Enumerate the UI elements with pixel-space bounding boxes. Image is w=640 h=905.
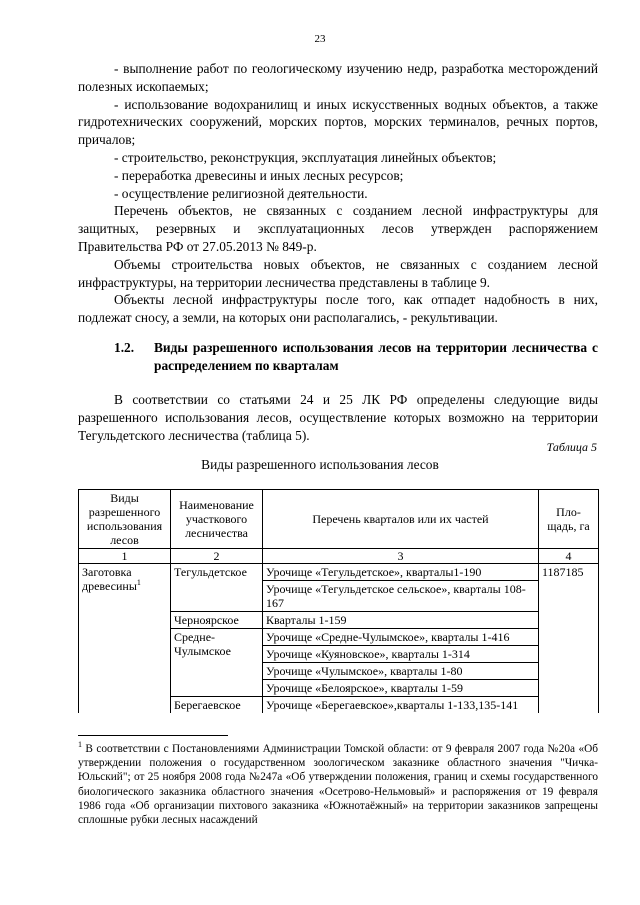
table-header-row	[79, 490, 599, 549]
tract-cell: Урочище «Чулымское», кварталы 1-80	[263, 663, 539, 680]
footnote-text: В соответствии с Постановлениями Администрации Томской области: от 9 февраля 2007 года №20а «Об утверждении положения о государственном зоологическом заказнике областного значения "Чичка-Юльский"; от 25 ноября 2008 года №247а «Об утверждении положения, границ и схемы государственного биологического заказника областного значения «Осетрово-Нельмовый» и распоряжения от 19 февраля 1986 года «Об организации пихтового заказника «Южнотаёжный» на территории заказников запрещены сплошные рубки лесных насаждений	[78, 743, 599, 827]
tract-cell: Кварталы 1-159	[263, 612, 539, 629]
tract-cell: Урочище «Тегульдетское», кварталы1-190	[263, 564, 539, 581]
forestry-cell: Берегаевское	[171, 697, 263, 714]
tract-cell: Урочище «Средне-Чулымское», кварталы 1-416	[263, 629, 539, 646]
table-title: Виды разрешенного использования лесов	[201, 457, 439, 472]
column-number-row	[79, 549, 599, 564]
column-number: 1	[79, 549, 171, 564]
column-number: 3	[263, 549, 539, 564]
section-title: Виды разрешенного использования лесов на территории лесничества с распределением по кварталам	[154, 340, 598, 373]
page-number: 23	[314, 33, 326, 45]
tract-cell: Урочище «Белоярское», кварталы 1-59	[263, 680, 539, 697]
use-type-cell	[79, 564, 171, 714]
tract-cell: Урочище «Куяновское», кварталы 1-314	[263, 646, 539, 663]
forestry-cell: Черноярское	[171, 612, 263, 629]
list-item: - переработка древесины и иных лесных ресурсов;	[114, 167, 404, 183]
list-item: - использование водохранилищ и иных искусственных водных объектов, а также гидротехнических сооружений, морских портов, морских терминалов, речных портов, причалов;	[78, 96, 598, 148]
list-item: - выполнение работ по геологическому изучению недр, разработка месторождений полезных ископаемых;	[78, 61, 598, 94]
paragraph: Перечень объектов, не связанных с созданием лесной инфраструктуры для защитных, резервных и эксплуатационных лесов утвержден распоряжением Правительства РФ от 27.05.2013 № 849-р.	[78, 203, 598, 254]
header-cell: Наименование участкового лесничества	[171, 490, 263, 549]
use-type: Заготовка древесины	[82, 565, 137, 593]
area-cell: 1187185	[539, 564, 599, 714]
paragraph: Объемы строительства новых объектов, не связанных с созданием лесной инфраструктуры, на территории лесничества представлены в таблице 9.	[78, 256, 598, 290]
section-number: 1.2.	[114, 340, 135, 355]
intro-text	[78, 391, 598, 444]
column-number: 4	[539, 549, 599, 564]
body-text	[78, 60, 598, 327]
paragraph: В соответствии со статьями 24 и 25 ЛК РФ определены следующие виды разрешенного использования лесов, осуществление которых возможно на территории Тегульдетского лесничества (таблица 5).	[78, 392, 598, 443]
forestry-cell: Тегульдетское	[171, 564, 263, 612]
forestry-cell: Средне-Чулымское	[171, 629, 263, 697]
footnote-ref: 1	[136, 578, 141, 587]
allowed-uses-table	[78, 489, 599, 713]
footnote-separator	[78, 735, 228, 736]
footnote-marker: 1	[78, 740, 82, 750]
header-cell: Виды разрешенного использования лесов	[79, 490, 171, 549]
header-cell: Пло-щадь, га	[539, 490, 599, 549]
paragraph: Объекты лесной инфраструктуры после того, как отпадет надобность в них, подлежат сносу, а земли, на которых они располагались, - рекультивации.	[78, 292, 598, 326]
column-number: 2	[171, 549, 263, 564]
header-cell: Перечень кварталов или их частей	[263, 490, 539, 549]
table-row	[79, 564, 599, 581]
list-item: - осуществление религиозной деятельности.	[114, 185, 368, 201]
footnote	[78, 742, 598, 827]
section-heading	[78, 339, 598, 374]
table-caption: Таблица 5	[546, 440, 597, 454]
tract-cell: Урочище «Берегаевское»,кварталы 1-133,135-141	[263, 697, 539, 714]
list-item: - строительство, реконструкция, эксплуатация линейных объектов;	[114, 149, 497, 165]
tract-cell: Урочище «Тегульдетское сельское», кварталы 108-167	[263, 581, 539, 612]
